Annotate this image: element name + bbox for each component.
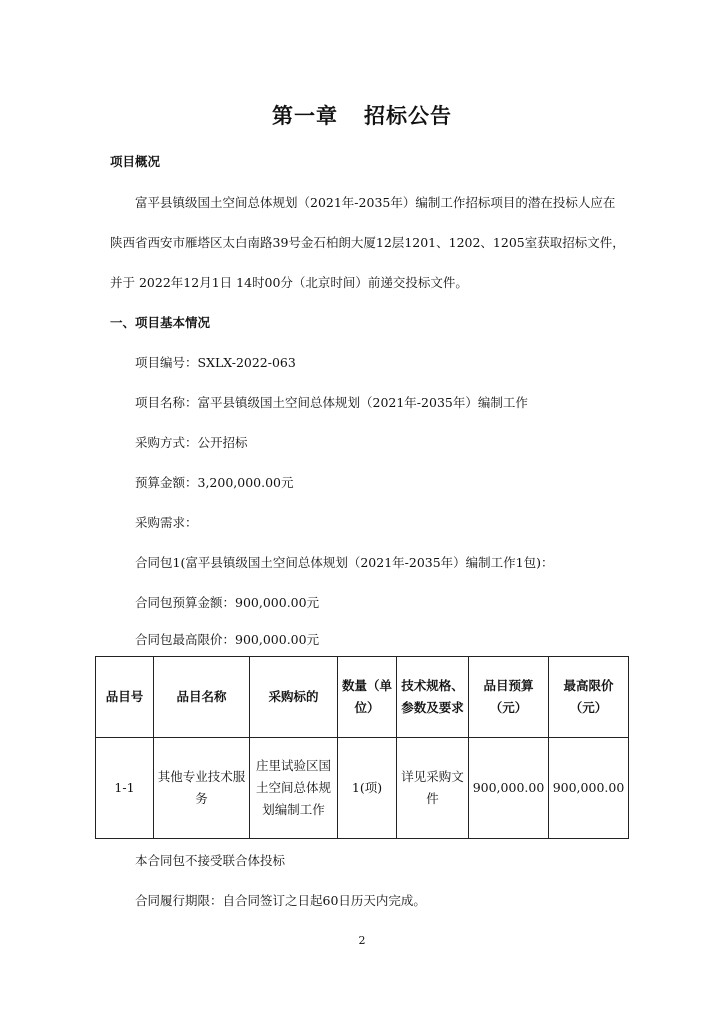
cell-item-name: 其他专业技术服务 [154,738,250,839]
table-row [96,738,629,839]
header-max-price: 最高限价（元） [549,657,629,738]
cell-item-no: 1-1 [96,738,154,839]
overview-line-3: 并于 2022年12月1日 14时00分（北京时间）前递交投标文件。 [110,275,468,290]
header-subject: 采购标的 [250,657,338,738]
procurement-method: 采购方式：公开招标 [135,435,248,450]
header-specs: 技术规格、参数及要求 [397,657,469,738]
header-quantity: 数量（单位） [338,657,397,738]
section1-heading: 一、项目基本情况 [110,315,211,330]
page-number: 2 [358,934,366,947]
contract-package: 合同包1(富平县镇级国土空间总体规划（2021年-2035年）编制工作1包)： [135,555,554,570]
overview-line-1: 富平县镇级国土空间总体规划（2021年-2035年）编制工作招标项目的潜在投标人应在 [135,195,616,210]
cell-specs: 详见采购文件 [397,738,469,839]
overview-line-2: 陕西省西安市雁塔区太白南路39号金石柏朗大厦12层1201、1202、1205室获取招标文件， [110,235,625,250]
page-title [0,100,724,130]
table-header-row [96,657,629,738]
consortium-note: 本合同包不接受联合体投标 [135,853,286,868]
project-name: 项目名称：富平县镇级国土空间总体规划（2021年-2035年）编制工作 [135,395,528,410]
performance-period: 合同履行期限：自合同签订之日起60日历天内完成。 [135,893,426,908]
cell-item-budget: 900,000.00 [469,738,549,839]
header-item-name: 品目名称 [154,657,250,738]
cell-subject: 庄里试验区国土空间总体规划编制工作 [250,738,338,839]
items-table [95,656,629,839]
procurement-requirements: 采购需求： [135,515,198,530]
chapter-title: 第一章 [272,104,338,128]
overview-heading: 项目概况 [110,154,161,169]
header-item-budget: 品目预算（元） [469,657,549,738]
chapter-subtitle: 招标公告 [364,104,452,128]
cell-quantity: 1(项) [338,738,397,839]
cell-max-price: 900,000.00 [549,738,629,839]
package-max-price: 合同包最高限价：900,000.00元 [135,632,320,647]
header-item-no: 品目号 [96,657,154,738]
package-budget: 合同包预算金额：900,000.00元 [135,595,320,610]
budget-amount: 预算金额：3,200,000.00元 [135,475,294,490]
project-number: 项目编号：SXLX-2022-063 [135,355,296,370]
